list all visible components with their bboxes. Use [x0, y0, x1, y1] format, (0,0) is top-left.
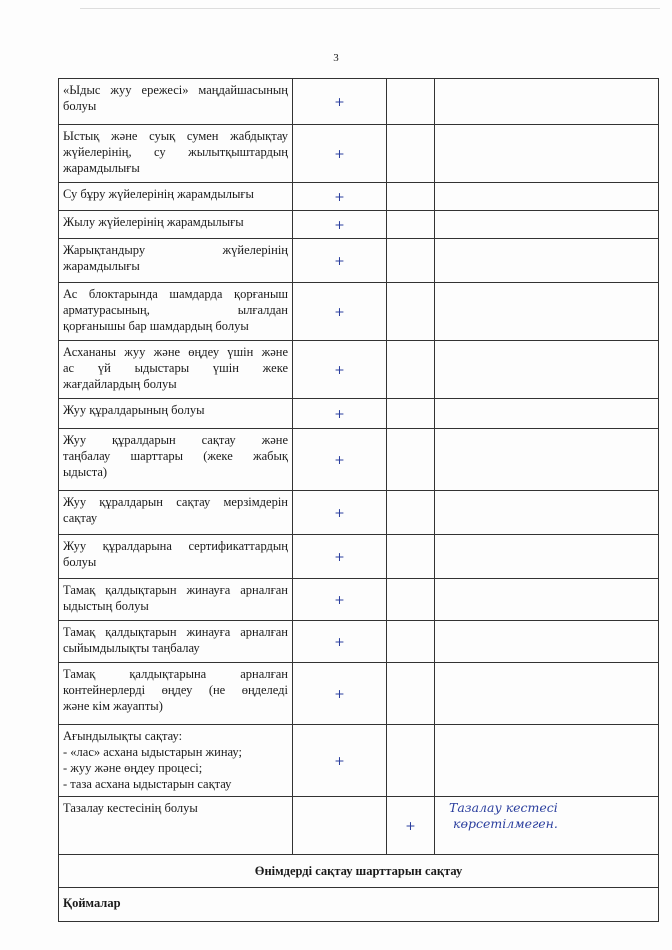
requirement-text: болуы	[63, 99, 97, 113]
table-row	[59, 125, 659, 183]
mark-yes-cell: +	[293, 239, 387, 283]
mark-yes-cell: +	[293, 429, 387, 491]
requirement-cell	[59, 211, 293, 239]
mark-yes-cell	[293, 797, 387, 855]
requirement-cell	[59, 725, 293, 797]
note-cell	[435, 341, 659, 399]
mark-no-cell	[387, 283, 435, 341]
table-row	[59, 283, 659, 341]
subsection-title: Қоймалар	[59, 888, 659, 922]
mark-no-cell	[387, 211, 435, 239]
table-row	[59, 183, 659, 211]
note-cell	[435, 535, 659, 579]
requirement-text: Тазалау кестесінің болуы	[63, 801, 198, 815]
requirement-text: Жылу жүйелерінің жарамдылығы	[63, 215, 244, 229]
mark-yes-cell: +	[293, 79, 387, 125]
requirement-cell	[59, 579, 293, 621]
mark-no-cell	[387, 125, 435, 183]
requirement-text: Тамақ қалдықтарын жинауға арналған	[63, 625, 288, 639]
requirement-cell	[59, 239, 293, 283]
requirement-cell	[59, 341, 293, 399]
requirement-cell	[59, 491, 293, 535]
requirement-text: жағдайлардың болуы	[63, 377, 177, 391]
requirement-text: Жуу құралдарының болуы	[63, 403, 205, 417]
requirement-text: Асхананы жуу және өңдеу үшін және	[63, 345, 288, 359]
note-cell	[435, 491, 659, 535]
mark-yes-cell: +	[293, 663, 387, 725]
mark-no-cell	[387, 399, 435, 429]
requirement-text: және кім жауапты)	[63, 699, 163, 713]
requirement-cell	[59, 797, 293, 855]
requirement-text: сыйымдылықты таңбалау	[63, 641, 200, 655]
requirement-text: Жуу құралдарына сертификаттардың	[63, 539, 288, 553]
requirement-text: жарамдылығы	[63, 161, 140, 175]
table-row	[59, 725, 659, 797]
table-row	[59, 239, 659, 283]
requirement-text: «Ыдыс жуу ережесі» маңдайшасының	[63, 83, 288, 97]
mark-yes-cell: +	[293, 283, 387, 341]
table-row	[59, 535, 659, 579]
mark-no-cell: +	[387, 797, 435, 855]
requirement-text: болуы	[63, 555, 97, 569]
requirement-text: контейнерлерді өңдеу (не өңделеді	[63, 683, 288, 697]
mark-yes-cell: +	[293, 535, 387, 579]
requirement-text: - таза асхана ыдыстарын сақтау	[63, 777, 232, 791]
requirement-text: таңбалау шарттары (жеке жабық	[63, 449, 288, 463]
mark-yes-cell: +	[293, 725, 387, 797]
requirement-text: Су бұру жүйелерінің жарамдылығы	[63, 187, 254, 201]
subsection-row	[59, 888, 659, 922]
note-cell	[435, 283, 659, 341]
mark-no-cell	[387, 579, 435, 621]
note-cell	[435, 125, 659, 183]
note-cell	[435, 399, 659, 429]
section-row	[59, 855, 659, 888]
mark-no-cell	[387, 239, 435, 283]
handwritten-note: Тазалау кестесі	[449, 800, 558, 815]
requirement-cell	[59, 79, 293, 125]
requirement-text: Ыстық және суық сумен жабдықтау	[63, 129, 288, 143]
requirement-text: Жарықтандыру жүйелерінің	[63, 243, 288, 257]
section-title: Өнімдерді сақтау шарттарын сақтау	[59, 855, 659, 888]
mark-yes-cell: +	[293, 183, 387, 211]
table-row	[59, 341, 659, 399]
mark-no-cell	[387, 491, 435, 535]
note-cell	[435, 621, 659, 663]
requirement-text: Ас блоктарында шамдарда қорғаныш	[63, 287, 288, 301]
requirement-text: қорғанышы бар шамдардың болуы	[63, 319, 249, 333]
mark-no-cell	[387, 429, 435, 491]
note-cell	[435, 725, 659, 797]
page-number: 3	[333, 52, 339, 64]
requirement-text: жүйелерінің, су жылытқыштардың	[63, 145, 288, 159]
mark-no-cell	[387, 663, 435, 725]
requirement-text: Жуу құралдарын сақтау мерзімдерін	[63, 495, 288, 509]
mark-no-cell	[387, 725, 435, 797]
table-row	[59, 399, 659, 429]
handwritten-note: көрсетілмеген.	[453, 816, 558, 831]
requirement-text: ыдыстың болуы	[63, 599, 149, 613]
mark-yes-cell: +	[293, 621, 387, 663]
table-row	[59, 579, 659, 621]
note-cell	[435, 429, 659, 491]
requirement-cell	[59, 183, 293, 211]
requirement-text: Тамақ қалдықтарына арналған	[63, 667, 288, 681]
note-cell	[435, 79, 659, 125]
table-row	[59, 211, 659, 239]
requirement-cell	[59, 535, 293, 579]
requirement-text: арматурасының, ылғалдан	[63, 303, 288, 317]
note-cell	[435, 239, 659, 283]
requirement-text: ыдыста)	[63, 465, 108, 479]
table-row	[59, 429, 659, 491]
note-cell	[435, 183, 659, 211]
note-cell	[435, 797, 659, 855]
table-row	[59, 79, 659, 125]
requirement-cell	[59, 429, 293, 491]
mark-no-cell	[387, 79, 435, 125]
requirement-text: - жуу және өңдеу процесі;	[63, 761, 203, 775]
note-cell	[435, 663, 659, 725]
requirement-cell	[59, 283, 293, 341]
checklist-body	[59, 79, 659, 855]
requirement-text: жарамдылығы	[63, 259, 140, 273]
checklist-table	[58, 78, 659, 922]
mark-no-cell	[387, 535, 435, 579]
mark-yes-cell: +	[293, 341, 387, 399]
table-row	[59, 621, 659, 663]
table-row	[59, 797, 659, 855]
requirement-text: - «лас» асхана ыдыстарын жинау;	[63, 745, 242, 759]
mark-yes-cell: +	[293, 125, 387, 183]
table-row	[59, 491, 659, 535]
requirement-cell	[59, 663, 293, 725]
mark-yes-cell: +	[293, 211, 387, 239]
note-cell	[435, 211, 659, 239]
table-row	[59, 663, 659, 725]
mark-no-cell	[387, 183, 435, 211]
requirement-text: ас үй ыдыстары үшін жеке	[63, 361, 288, 375]
requirement-text: сақтау	[63, 511, 98, 525]
mark-no-cell	[387, 621, 435, 663]
scan-edge-line	[80, 8, 660, 9]
requirement-text: Тамақ қалдықтарын жинауға арналған	[63, 583, 288, 597]
mark-yes-cell: +	[293, 399, 387, 429]
requirement-cell	[59, 621, 293, 663]
mark-yes-cell: +	[293, 579, 387, 621]
note-cell	[435, 579, 659, 621]
mark-no-cell	[387, 341, 435, 399]
mark-yes-cell: +	[293, 491, 387, 535]
requirement-text: Ағындылықты сақтау:	[63, 729, 183, 743]
requirement-cell	[59, 125, 293, 183]
requirement-cell	[59, 399, 293, 429]
requirement-text: Жуу құралдарын сақтау және	[63, 433, 288, 447]
